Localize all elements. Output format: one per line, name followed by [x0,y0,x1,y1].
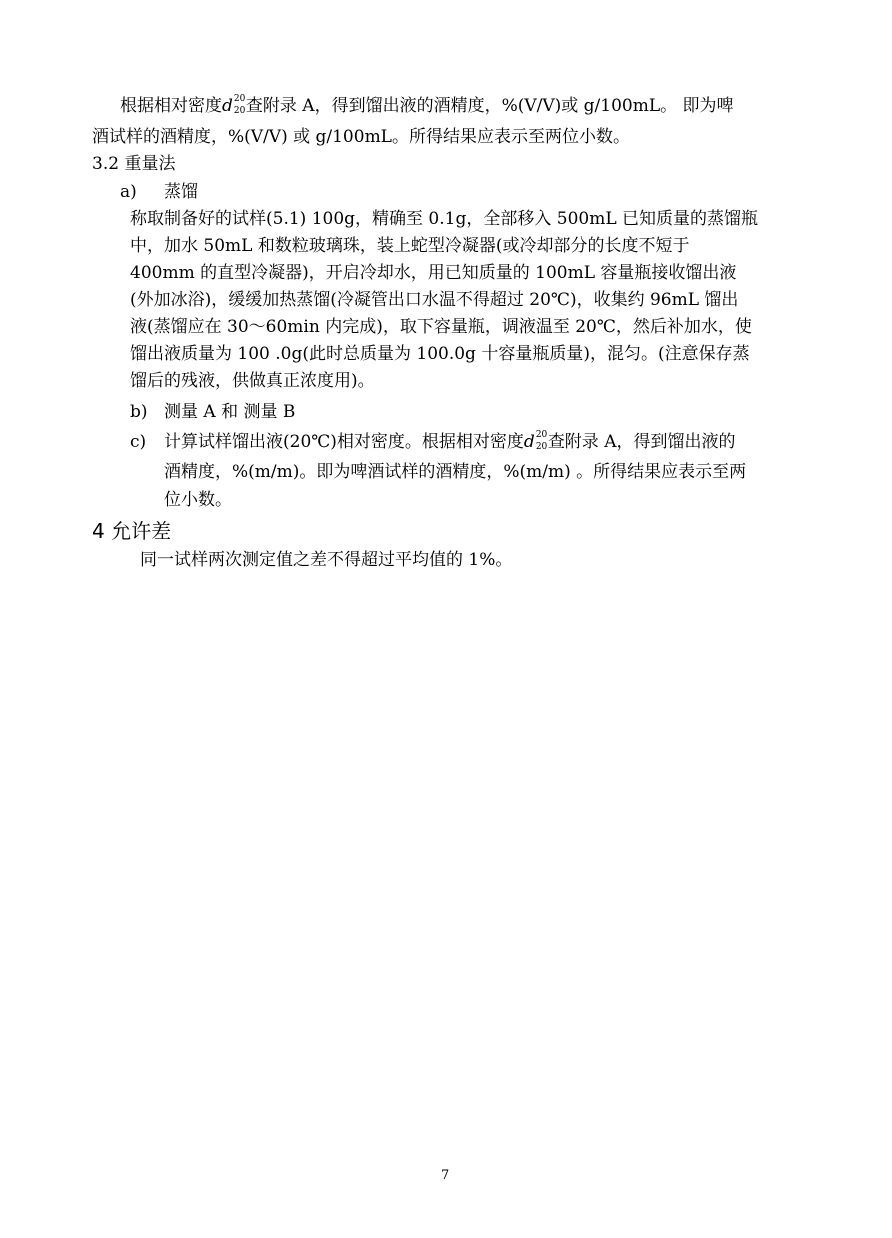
para1-line1 [120,96,734,116]
density-superscript: 20 [535,430,548,440]
density-subscript: 20 [233,106,246,116]
density-indices [233,96,246,116]
density-symbol: d [523,432,535,452]
item-a-line: 馏出液质量为 100 .0g(此时总质量为 100.0g 十容量瓶质量)，混匀。(注意保存蒸 [130,344,750,364]
item-a-line: 400mm 的直型冷凝器)，开启冷却水，用已知质量的 100mL 容量瓶接收馏出液 [130,263,737,283]
para1-line2: 酒试样的酒精度，%(V/V) 或 g/100mL。所得结果应表示至两位小数。 [92,127,630,147]
section-4-text: 同一试样两次测定值之差不得超过平均值的 1%。 [140,550,513,570]
page-number: 7 [441,1168,450,1183]
density-symbol: d [222,96,233,116]
item-c-label: c) [130,432,147,452]
density-superscript: 20 [233,94,246,104]
density-indices [535,432,548,452]
item-b-text: 测量 A 和 测量 B [164,402,296,422]
item-a-line: 馏后的残液，供做真正浓度用)。 [130,371,375,391]
item-c-line1 [164,432,736,452]
item-a-line: (外加冰浴)，缓缓加热蒸馏(冷凝管出口水温不得超过 20℃)，收集约 96mL 馏出 [130,290,739,310]
item-a-line: 中，加水 50mL 和数粒玻璃珠，装上蛇型冷凝器(或冷却部分的长度不短于 [130,236,690,256]
item-c-text-post: 查附录 A，得到馏出液的 [547,432,736,452]
item-c-line3: 位小数。 [164,490,232,510]
para1-text-post: 查附录 A，得到馏出液的酒精度，%(V/V)或 g/100mL。 即为啤 [245,96,734,116]
item-c-text-pre: 计算试样馏出液(20℃)相对密度。根据相对密度 [164,432,524,452]
section-3-2-title: 3.2 重量法 [92,154,176,174]
item-a-title: 蒸馏 [164,182,198,202]
item-a-label: a) [120,182,137,202]
density-subscript: 20 [535,442,548,452]
section-4-title: 4 允许差 [92,519,172,543]
item-a-line: 液(蒸馏应在 30～60min 内完成)，取下容量瓶，调液温至 20℃，然后补加水，使 [130,317,752,337]
para1-text-pre: 根据相对密度 [120,96,222,116]
item-a-line: 称取制备好的试样(5.1) 100g，精确至 0.1g，全部移入 500mL 已知质量的蒸馏瓶 [130,209,759,229]
item-c-line2: 酒精度，%(m/m)。即为啤酒试样的酒精度，%(m/m) 。所得结果应表示至两 [164,462,747,482]
item-b-label: b) [130,402,148,422]
